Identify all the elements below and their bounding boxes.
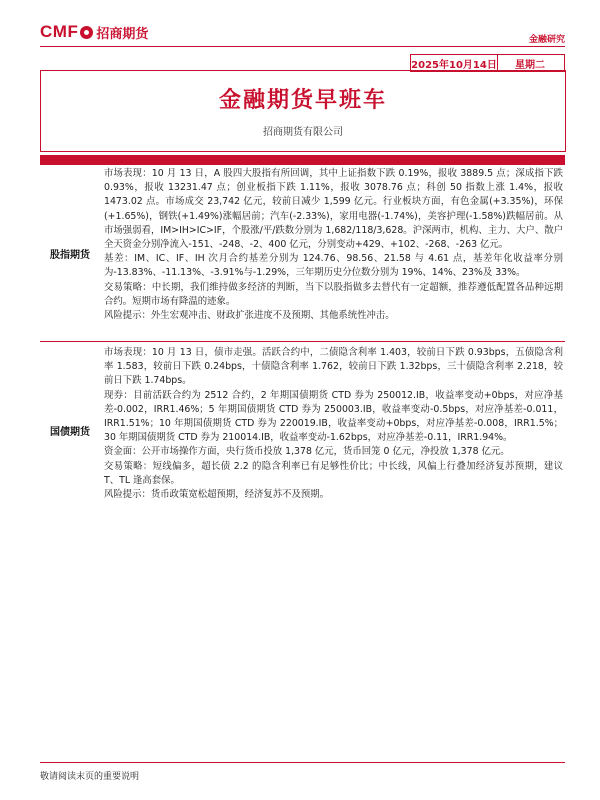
paragraph-bonds: 现券：目前活跃合约为 2512 合约，2 年期国债期货 CTD 券为 250012.IB，收益率变动+0bps，对应净基差-0.002，IRR1.46%；5 年期国债期货 CTD 券为 250003.IB，收益率变动-0.5bps，对应净基差-0.011，IRR1.51%；10 年期国债期货 CTD 券为 220019.IB，收益率变动+0bps，对应净基差-0.008，IRR1.5%；30 年期国债期货 CTD 券为 210014.IB，收益率变动-1.62bps，对应净基差-0.11，IRR1.94%。 (104, 389, 563, 444)
company-logo (40, 22, 148, 42)
paragraph-risk: 风险提示：货币政策宽松超预期，经济复苏不及预期。 (104, 489, 330, 501)
header-divider (40, 46, 565, 47)
section-divider (40, 341, 565, 342)
logo-text: CMF (40, 22, 79, 41)
paragraph-market: 市场表现：10 月 13 日，债市走强。活跃合约中，二债隐含利率 1.403，较前日下跌 0.93bps，五债隐含利率 1.583，较前日下跌 0.24bps，十债隐含利率 1.762，较前日下跌 1.32bps，三十债隐含利率 2.218，较前日下跌 1.74bps。 (104, 347, 563, 387)
paragraph-basis: 基差：IM、IC、IF、IH 次月合约基差分别为 124.76、98.56、21.58 与 4.61 点，基差年化收益率分别为-13.83%、-11.13%、-3.91%与-1.29%，三年期历史分位数分别为 19%、14%、23%及 33%。 (104, 253, 563, 279)
section-body (104, 346, 563, 502)
section-label: 国债期货 (50, 426, 90, 438)
company-name: 招商期货有限公司 (263, 127, 343, 138)
paragraph-risk: 风险提示：外生宏观冲击、财政扩张进度不及预期、其他系统性冲击。 (104, 310, 395, 322)
paragraph-market: 市场表现：10 月 13 日，A 股四大股指有所回调，其中上证指数下跌 0.19%，报收 3889.5 点；深成指下跌 0.93%，报收 13231.47 点；创业板指下跌 1.11%，报收 3078.76 点；科创 50 指数上涨 1.4%，报收 1473.02 点。市场成交 23,742 亿元，较前日减少 1,599 亿元。行业板块方面，有色金属(+3.35%)，环保(+1.65%)，钢铁(+1.49%)涨幅居前；汽车(-2.33%)，家用电器(-1.74%)，美容护理(-1.58%)跌幅居前。从市场强弱看，IM>IH>IC>IF，个股涨/平/跌数分别为 1,682/118/3,628。沪深两市，机构、主力、大户、散户全天资金分别净流入-151、-248、-2、400 亿元，分别变动+429、+102、-268、-263 亿元。 (104, 168, 563, 251)
paragraph-strategy: 交易策略：中长期，我们维持做多经济的判断，当下以股指做多去替代有一定超额，推荐遵低配置各品种远期合约。短期市场有降温的迹象。 (104, 281, 563, 307)
footer-divider (40, 762, 565, 763)
report-type: 金融研究 (528, 35, 565, 45)
footer-note: 敬请阅读末页的重要说明 (40, 772, 140, 782)
section-top-bar (40, 155, 565, 165)
page-header (40, 22, 565, 44)
paragraph-liquidity: 资金面：公开市场操作方面，央行货币投放 1,378 亿元，货币回笼 0 亿元，净投放 1,378 亿元。 (104, 446, 510, 458)
title-box (40, 70, 566, 152)
section-body (104, 167, 563, 323)
section-stock-index-futures (40, 167, 565, 339)
page-title: 金融期货早班车 (218, 88, 387, 113)
report-weekday: 星期二 (496, 54, 565, 72)
logo-cn-text: 招商期货 (96, 26, 149, 42)
logo-mark-icon (80, 26, 93, 39)
section-treasury-futures (40, 346, 565, 514)
section-label: 股指期货 (50, 249, 90, 261)
paragraph-strategy: 交易策略：短线偏多，超长债 2.2 的隐含利率已有足够性价比；中长线，风偏上行叠加经济复苏预期，建议 T、TL 逢高套保。 (104, 460, 563, 486)
report-date: 2025年10月14日 (410, 54, 498, 72)
